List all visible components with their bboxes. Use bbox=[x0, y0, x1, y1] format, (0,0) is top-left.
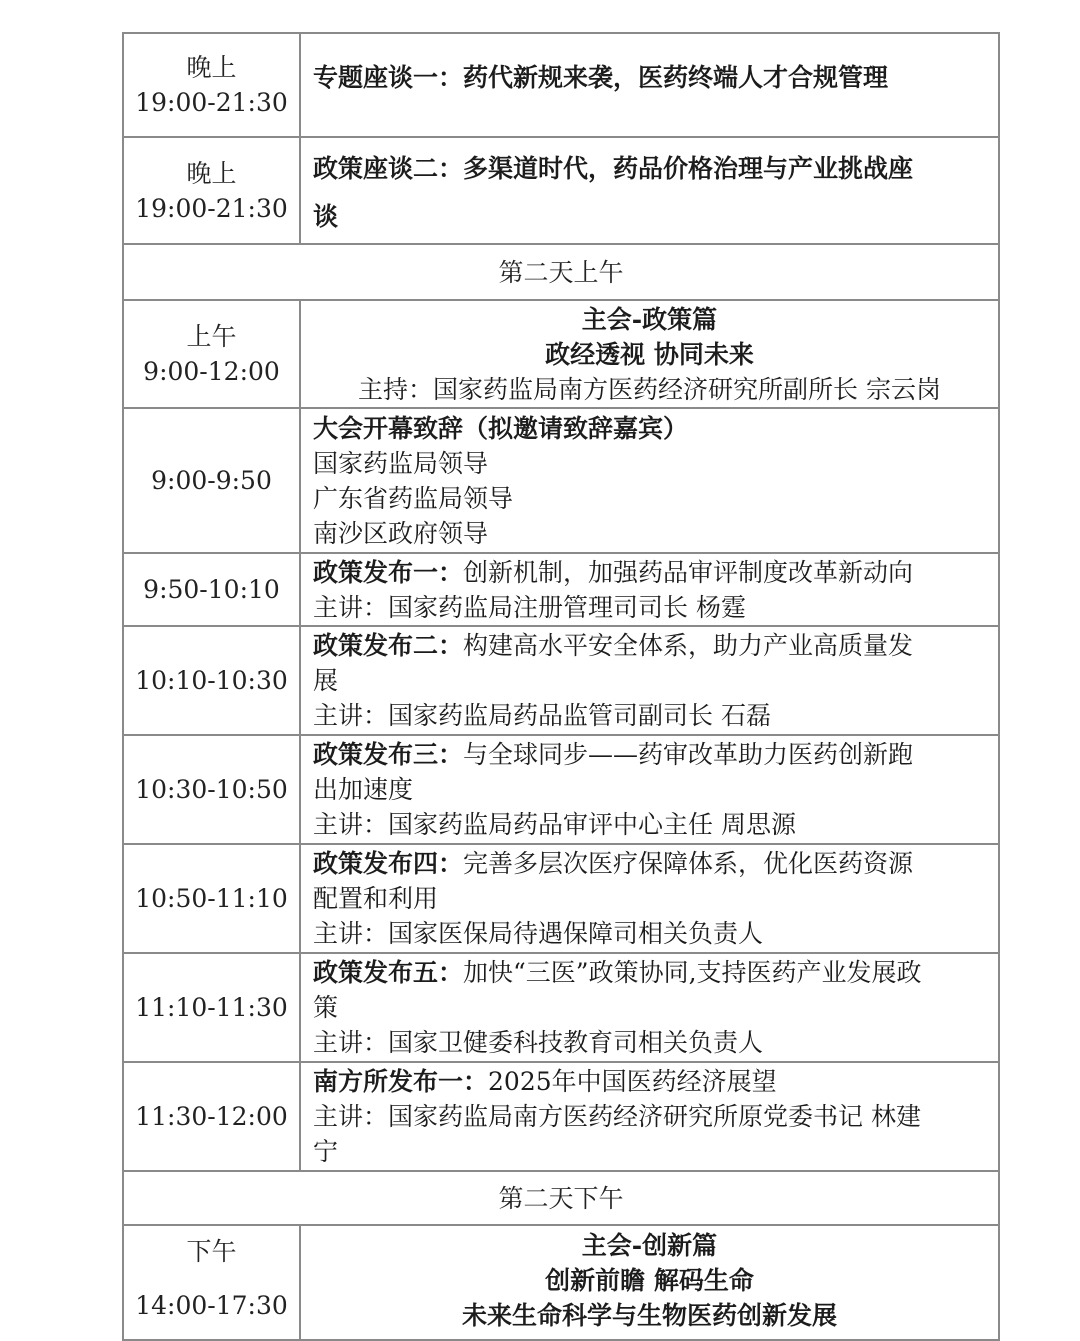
talk-label: 南方所发布一： bbox=[313, 1067, 489, 1096]
talk-label: 政策发布四： bbox=[313, 849, 464, 878]
opening-guest: 广东省药监局领导 bbox=[313, 483, 514, 513]
talk-title: 与全球同步——药审改革助力医药创新跑 bbox=[463, 740, 914, 769]
session-title-line: 政策座谈二：多渠道时代，药品价格治理与产业挑战座 bbox=[313, 153, 914, 183]
time-cell bbox=[123, 553, 300, 626]
period-label: 晚上 bbox=[186, 158, 237, 188]
time-cell bbox=[123, 953, 300, 1062]
table-row bbox=[123, 626, 999, 735]
table-row bbox=[123, 33, 999, 137]
talk-title-cont: 策 bbox=[313, 993, 339, 1022]
time-range: 9:50-10:10 bbox=[143, 575, 280, 604]
talk-speaker: 主讲：国家药监局注册管理司司长 杨霆 bbox=[313, 592, 746, 622]
time-cell bbox=[123, 408, 300, 553]
talk-label: 政策发布三： bbox=[313, 740, 464, 769]
table-row bbox=[123, 553, 999, 626]
talk-cell bbox=[300, 953, 999, 1062]
plenary-subtitle: 未来生命科学与生物医药创新发展 bbox=[461, 1301, 837, 1330]
talk-speaker: 主讲：国家药监局南方医药经济研究所原党委书记 林建 bbox=[313, 1102, 921, 1131]
time-range: 11:30-12:00 bbox=[135, 1102, 288, 1131]
talk-cell bbox=[300, 735, 999, 844]
time-range: 11:10-11:30 bbox=[135, 993, 288, 1022]
table-row bbox=[123, 1225, 999, 1340]
talk-title: 构建高水平安全体系，助力产业高质量发 bbox=[463, 631, 914, 660]
session-cell bbox=[300, 33, 999, 137]
session-title: 专题座谈一：药代新规来袭，医药终端人才合规管理 bbox=[313, 63, 889, 92]
talk-speaker-cont: 宁 bbox=[313, 1137, 339, 1166]
table-row bbox=[123, 137, 999, 244]
time-cell bbox=[123, 735, 300, 844]
opening-guest: 国家药监局领导 bbox=[313, 448, 489, 478]
talk-speaker: 主讲：国家药监局药品监管司副司长 石磊 bbox=[313, 701, 771, 730]
time-range: 10:50-11:10 bbox=[135, 884, 288, 913]
time-range: 14:00-17:30 bbox=[135, 1290, 288, 1320]
talk-speaker: 主讲：国家医保局待遇保障司相关负责人 bbox=[313, 919, 764, 948]
table-row bbox=[123, 735, 999, 844]
talk-title-cont: 配置和利用 bbox=[313, 884, 439, 913]
talk-title: 2025年中国医药经济展望 bbox=[488, 1067, 777, 1096]
talk-title: 完善多层次医疗保障体系，优化医药资源 bbox=[463, 849, 914, 878]
talk-label: 政策发布一： bbox=[313, 557, 464, 587]
time-range: 9:00-12:00 bbox=[143, 357, 280, 386]
time-cell bbox=[123, 1225, 300, 1340]
talk-speaker: 主讲：国家卫健委科技教育司相关负责人 bbox=[313, 1028, 764, 1057]
plenary-heading: 主会-政策篇 bbox=[581, 304, 718, 334]
talk-cell bbox=[300, 553, 999, 626]
session-title-line: 谈 bbox=[313, 201, 339, 231]
plenary-subheading: 创新前瞻 解码生命 bbox=[545, 1266, 754, 1295]
talk-label: 政策发布二： bbox=[313, 631, 464, 660]
plenary-heading: 主会-创新篇 bbox=[581, 1231, 718, 1260]
table-row bbox=[123, 300, 999, 408]
talk-title: 加快“三医”政策协同,支持医药产业发展政 bbox=[463, 958, 922, 987]
period-label: 晚上 bbox=[186, 53, 237, 82]
opening-title: 大会开幕致辞（拟邀请致辞嘉宾） bbox=[313, 413, 689, 443]
table-row bbox=[123, 408, 999, 553]
time-range: 10:30-10:50 bbox=[135, 775, 288, 804]
plenary-cell bbox=[300, 300, 999, 408]
section-row bbox=[123, 244, 999, 300]
time-range: 10:10-10:30 bbox=[135, 666, 288, 695]
time-cell bbox=[123, 1062, 300, 1171]
plenary-subheading: 政经透视 协同未来 bbox=[545, 339, 754, 369]
session-cell bbox=[300, 137, 999, 244]
table-row bbox=[123, 953, 999, 1062]
talk-cell bbox=[300, 1062, 999, 1171]
section-label: 第二天下午 bbox=[123, 1171, 999, 1225]
time-cell bbox=[123, 33, 300, 137]
opening-cell bbox=[300, 408, 999, 553]
time-cell bbox=[123, 300, 300, 408]
talk-title-cont: 展 bbox=[313, 666, 339, 695]
talk-speaker: 主讲：国家药监局药品审评中心主任 周思源 bbox=[313, 810, 796, 839]
time-cell bbox=[123, 626, 300, 735]
opening-guest: 南沙区政府领导 bbox=[313, 518, 489, 548]
talk-title: 创新机制，加强药品审评制度改革新动向 bbox=[463, 557, 914, 587]
agenda-table bbox=[122, 32, 1000, 1341]
table-row bbox=[123, 844, 999, 953]
time-range: 9:00-9:50 bbox=[151, 466, 272, 495]
talk-title-cont: 出加速度 bbox=[313, 775, 414, 804]
time-cell bbox=[123, 137, 300, 244]
plenary-host: 主持：国家药监局南方医药经济研究所副所长 宗云岗 bbox=[358, 374, 941, 404]
time-range: 19:00-21:30 bbox=[135, 193, 288, 223]
plenary-cell bbox=[300, 1225, 999, 1340]
table-row bbox=[123, 1062, 999, 1171]
time-range: 19:00-21:30 bbox=[135, 88, 288, 117]
section-label: 第二天上午 bbox=[123, 244, 999, 300]
talk-label: 政策发布五： bbox=[313, 958, 464, 987]
section-row bbox=[123, 1171, 999, 1225]
talk-cell bbox=[300, 626, 999, 735]
period-label: 下午 bbox=[186, 1236, 237, 1266]
period-label: 上午 bbox=[186, 322, 237, 351]
talk-cell bbox=[300, 844, 999, 953]
time-cell bbox=[123, 844, 300, 953]
